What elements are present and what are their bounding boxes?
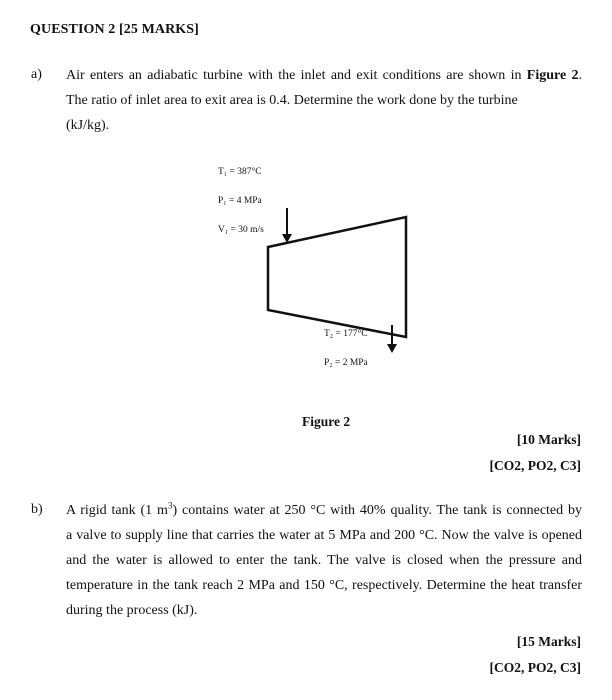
- question-heading: QUESTION 2 [25 MARKS]: [30, 22, 199, 37]
- part-b-line-3: and the water is allowed to enter the tank. The valve is closed when the pressure and: [66, 553, 582, 568]
- turbine-diagram: [200, 160, 430, 380]
- turbine-figure: [200, 160, 430, 380]
- inlet-velocity: V₁ = 30 m/s: [218, 225, 264, 235]
- inlet-temperature: T₁ = 387°C: [218, 167, 262, 177]
- figure-reference: Figure 2: [526, 68, 579, 83]
- part-b-text: [66, 498, 582, 623]
- exit-temperature: T₂ = 177°C: [324, 329, 368, 339]
- part-b-line-1: A rigid tank (1 $m^3$) contains water at 250 °C with 40% quality. The tank is connected by: [66, 500, 583, 518]
- exit-arrow-head: [387, 344, 397, 353]
- part-a-outcomes: [CO2, PO2, C3]: [489, 458, 581, 473]
- cubic-superscript: 3: [167, 500, 173, 511]
- part-a-text: [66, 63, 582, 138]
- part-b-line-4: temperature in the tank reach 2 MPa and 150 °C, respectively. Determine the heat transfer: [66, 578, 582, 593]
- part-a-line-2: The ratio of inlet area to exit area is 0.4. Determine the work done by the turbine: [66, 93, 518, 108]
- part-b-line-5: during the process (kJ).: [66, 603, 198, 618]
- part-a-line-3: (kJ/kg).: [66, 118, 110, 133]
- part-b-marks: [15 Marks]: [516, 634, 581, 649]
- part-a-label: a): [31, 67, 42, 82]
- exit-pressure: P₂ = 2 MPa: [324, 358, 368, 368]
- part-b-line-2: a valve to supply line that carries the water at 5 MPa and 200 °C. Now the valve is opened: [66, 528, 582, 543]
- part-b-outcomes: [CO2, PO2, C3]: [489, 660, 581, 675]
- part-a-marks: [10 Marks]: [516, 432, 581, 447]
- figure-caption: Figure 2: [302, 414, 351, 429]
- inlet-pressure: P₁ = 4 MPa: [218, 196, 262, 206]
- part-a-line-1: Air enters an adiabatic turbine with the inlet and exit conditions are shown in Figure 2.: [66, 68, 583, 83]
- part-b-label: b): [31, 502, 43, 517]
